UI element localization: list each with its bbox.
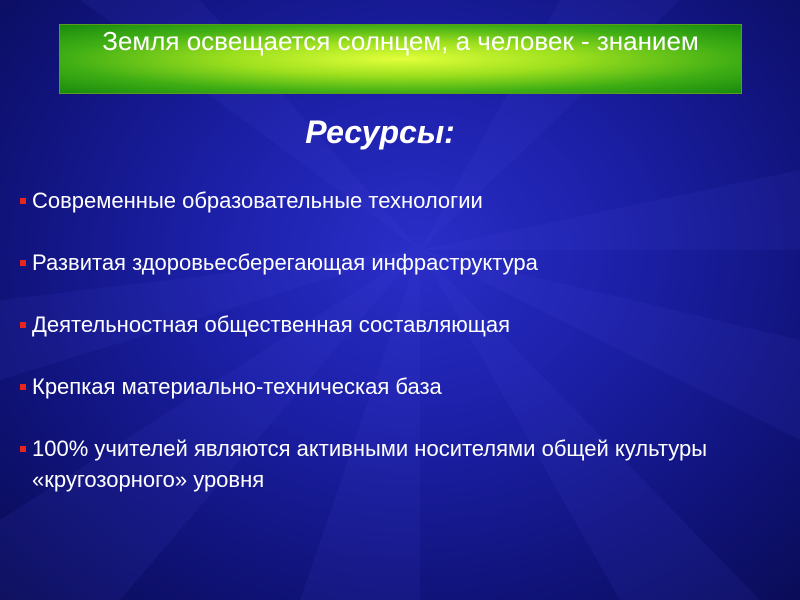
list-item-text: 100% учителей являются активными носителями общей культуры «кругозорного» уровня	[32, 436, 708, 492]
bullet-square-icon	[20, 260, 26, 266]
list-item-text: Современные образовательные технологии	[32, 188, 483, 213]
bullet-square-icon	[20, 446, 26, 452]
list-item-text: Крепкая материально-техническая база	[32, 374, 442, 399]
list-item	[20, 433, 780, 495]
bullet-square-icon	[20, 198, 26, 204]
list-item	[20, 185, 780, 216]
bullet-square-icon	[20, 384, 26, 390]
list-item-text: Развитая здоровьесберегающая инфраструктура	[32, 250, 538, 275]
slide-title: Земля освещается солнцем, а человек - знанием	[102, 26, 699, 56]
bullet-square-icon	[20, 322, 26, 328]
list-item	[20, 371, 780, 402]
list-item-text: Деятельностная общественная составляющая	[32, 312, 511, 337]
list-item	[20, 309, 780, 340]
resources-list	[20, 185, 780, 526]
list-item	[20, 247, 780, 278]
resources-heading: Ресурсы:	[305, 114, 455, 150]
